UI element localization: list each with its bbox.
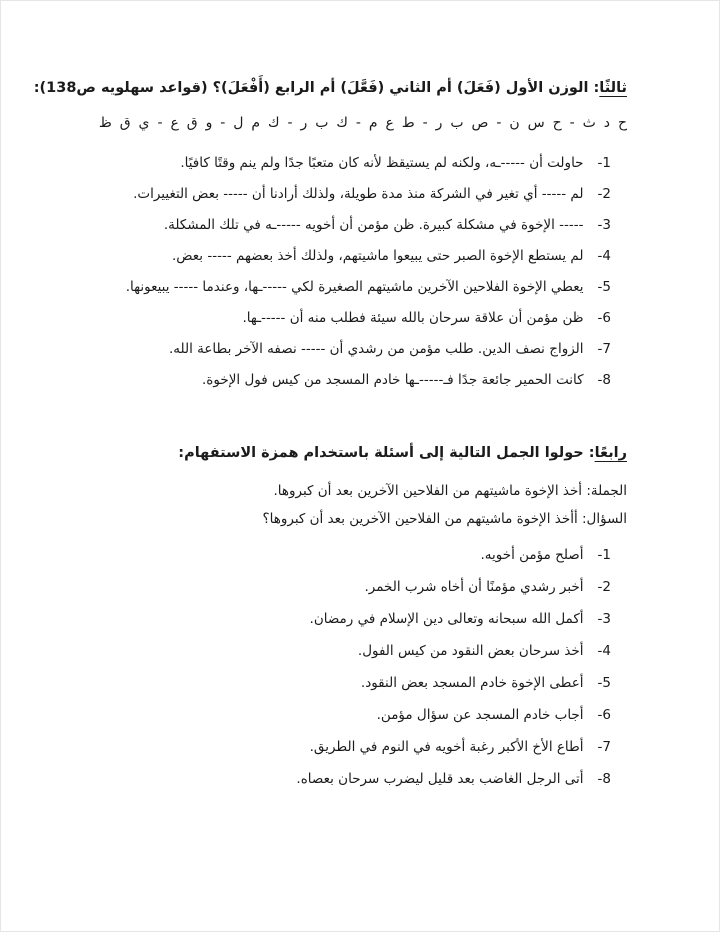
exercise-item xyxy=(89,148,627,179)
item-number: -5 xyxy=(597,279,611,295)
item-text: أعطى الإخوة خادم المسجد بعض النقود. xyxy=(360,675,584,691)
item-number: -1 xyxy=(597,547,611,563)
item-text: ظن مؤمن أن علاقة سرحان بالله سيئة فطلب منه أن -----ـها. xyxy=(242,310,584,326)
item-text: أكمل الله سبحانه وتعالى دين الإسلام في رمضان. xyxy=(309,611,584,627)
item-number: -7 xyxy=(597,739,611,755)
section-fourth-heading xyxy=(89,442,627,464)
exercise-item xyxy=(89,272,627,303)
section-fourth-heading-text: : حولوا الجمل التالية إلى أسئلة باستخدام همزة الاستفهام: xyxy=(178,445,595,461)
item-text: كانت الحمير جائعة جدًا فـ-----ـها خادم المسجد من كيس فول الإخوة. xyxy=(202,372,584,388)
item-number: -7 xyxy=(597,341,611,357)
item-number: -8 xyxy=(597,771,611,787)
item-text: ----- الإخوة في مشكلة كبيرة. ظن مؤمن أن أخويه -----ـه في تلك المشكلة. xyxy=(163,217,584,233)
item-number: -3 xyxy=(597,611,611,627)
section-fourth-items xyxy=(89,539,627,795)
section-third xyxy=(33,77,627,396)
item-text: لم ----- أي تغير في الشركة منذ مدة طويلة، ولذلك أرادنا أن ----- بعض التغييرات. xyxy=(133,186,584,202)
section-third-items xyxy=(89,148,627,396)
item-text: لم يستطع الإخوة الصبر حتى يبيعوا ماشيتهم، ولذلك أخذ بعضهم ----- بعض. xyxy=(171,248,584,264)
exercise-item xyxy=(89,210,627,241)
item-number: -6 xyxy=(597,310,611,326)
section-fourth-label: رابعًا xyxy=(594,445,627,461)
section-third-heading xyxy=(33,77,627,99)
exercise-item xyxy=(89,539,627,571)
item-text: أتى الرجل الغاضب بعد قليل ليضرب سرحان بعصاه. xyxy=(296,771,584,787)
exercise-item xyxy=(89,667,627,699)
item-number: -2 xyxy=(597,579,611,595)
item-text: حاولت أن -----ـه، ولكنه لم يستيقظ لأنه كان متعبًا جدًا ولم ينم وقتًا كافيًا. xyxy=(180,155,584,171)
item-text: أجاب خادم المسجد عن سؤال مؤمن. xyxy=(376,707,584,723)
item-text: أخذ سرحان بعض النقود من كيس الفول. xyxy=(357,643,584,659)
exercise-item xyxy=(89,241,627,272)
exercise-item xyxy=(89,365,627,396)
section-fourth xyxy=(89,442,627,795)
item-text: يعطي الإخوة الفلاحين الآخرين ماشيتهم الصغيرة لكي -----ـها، وعندما ----- يبيعونها. xyxy=(125,279,584,295)
section-third-heading-text: : الوزن الأول (فَعَلَ) أم الثاني (فَعَّلَ) أم الرابع (أَفْعَلَ)؟ (قواعد سهلويه ص138): xyxy=(33,80,600,96)
exercise-item xyxy=(89,699,627,731)
item-number: -8 xyxy=(597,372,611,388)
exercise-item xyxy=(89,303,627,334)
exercise-item xyxy=(89,763,627,795)
example-question: السؤال: أأخذ الإخوة ماشيتهم من الفلاحين الآخرين بعد أن كبروها؟ xyxy=(262,511,627,527)
item-text: أطاع الأخ الأكبر رغبة أخويه في النوم في الطريق. xyxy=(309,739,584,755)
item-text: أصلح مؤمن أخويه. xyxy=(480,547,584,563)
item-number: -6 xyxy=(597,707,611,723)
item-text: الزواج نصف الدين. طلب مؤمن من رشدي أن ----- نصفه الآخر بطاعة الله. xyxy=(168,341,584,357)
item-number: -2 xyxy=(597,186,611,202)
section-third-label: ثالثًا xyxy=(599,80,627,96)
exercise-item xyxy=(89,635,627,667)
item-number: -1 xyxy=(597,155,611,171)
exercise-item xyxy=(89,334,627,365)
exercise-item xyxy=(89,571,627,603)
item-number: -5 xyxy=(597,675,611,691)
page-content xyxy=(1,1,719,795)
exercise-item xyxy=(89,731,627,763)
item-number: -4 xyxy=(597,248,611,264)
item-number: -4 xyxy=(597,643,611,659)
item-text: أخبر رشدي مؤمنًا أن أخاه شرب الخمر. xyxy=(364,579,584,595)
item-number: -3 xyxy=(597,217,611,233)
root-letters-line: ح د ث - ح س ن - ص ب ر - ط ع م - ك ب ر - ك م ل - و ق ع - ي ق ظ xyxy=(98,115,627,131)
exercise-item xyxy=(89,179,627,210)
exercise-item xyxy=(89,603,627,635)
example-sentence: الجملة: أخذ الإخوة ماشيتهم من الفلاحين الآخرين بعد أن كبروها. xyxy=(273,483,627,499)
